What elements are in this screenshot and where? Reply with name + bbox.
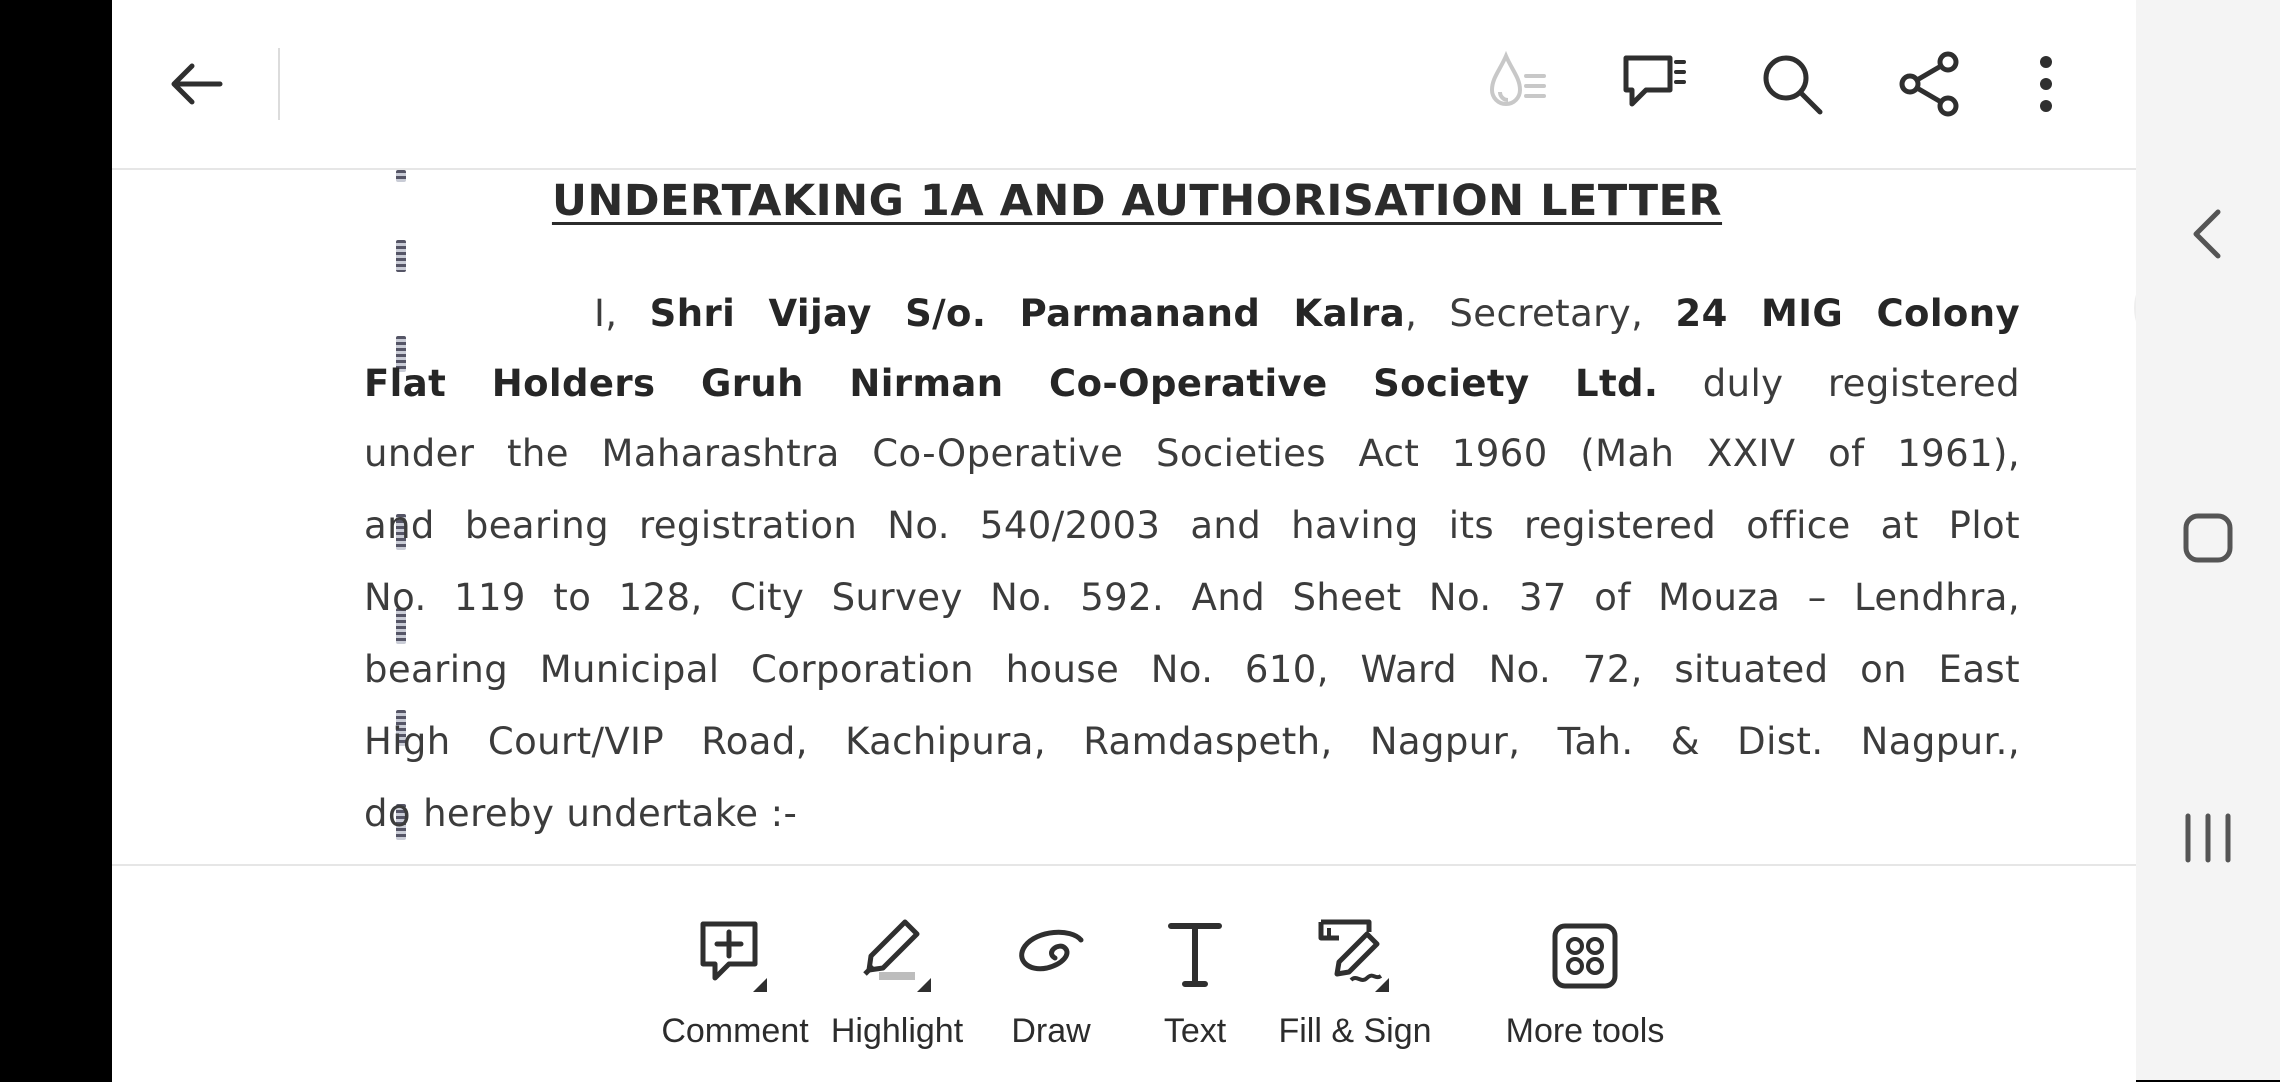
tool-label: Text — [1163, 1012, 1227, 1050]
text-run-bold: Shri Vijay S/o. Parmanand Kalra — [649, 292, 1406, 335]
paragraph-line — [364, 292, 2020, 335]
binding-staple-mark — [396, 240, 406, 272]
tool-fill-sign[interactable] — [1280, 916, 1430, 1056]
tool-label: Draw — [1011, 1012, 1091, 1050]
pdf-page-view[interactable] — [112, 170, 2136, 864]
binding-staple-mark — [396, 170, 406, 182]
paragraph-line — [364, 362, 2020, 405]
nav-back-icon[interactable] — [2184, 206, 2232, 262]
tool-highlight[interactable] — [822, 916, 972, 1056]
back-arrow-icon[interactable] — [156, 44, 236, 124]
tool-label: Fill & Sign — [1278, 1012, 1432, 1050]
share-icon[interactable] — [1890, 44, 1970, 124]
bottom-tools-bar — [112, 864, 2136, 1082]
comment-add-icon — [695, 916, 775, 996]
tool-label: More tools — [1505, 1012, 1665, 1050]
liquid-mode-icon[interactable] — [1478, 44, 1558, 124]
tool-comment[interactable] — [660, 916, 810, 1056]
draw-icon — [1011, 916, 1091, 996]
paragraph-line: High Court/VIP Road, Kachipura, Ramdaspeth, Nagpur, Tah. & Dist. Nagpur., — [364, 720, 2020, 763]
tool-label: Comment — [661, 1012, 809, 1050]
app-screen — [112, 0, 2136, 1080]
text-run-bold: 24 MIG Colony — [1675, 292, 2021, 335]
tool-label: Highlight — [830, 1012, 964, 1050]
top-app-bar — [112, 0, 2136, 170]
paragraph-line: No. 119 to 128, City Survey No. 592. And Sheet No. 37 of Mouza – Lendhra, — [364, 576, 2020, 619]
more-vertical-icon[interactable] — [2006, 44, 2086, 124]
comments-list-icon[interactable] — [1614, 44, 1694, 124]
text-run: I, — [594, 292, 650, 335]
paragraph-line: and bearing registration No. 540/2003 and having its registered office at Plot — [364, 504, 2020, 547]
text-run: duly registered — [1658, 362, 2020, 405]
tool-more-tools[interactable] — [1505, 916, 1665, 1056]
nav-recents-icon[interactable] — [2178, 812, 2238, 864]
text-run: , Secretary, — [1405, 292, 1676, 335]
paragraph-line: do hereby undertake :- — [364, 792, 798, 835]
grid-icon — [1545, 916, 1625, 996]
search-icon[interactable] — [1752, 44, 1832, 124]
tool-text[interactable] — [1120, 916, 1270, 1056]
highlighter-icon — [857, 916, 937, 996]
paragraph-line: under the Maharashtra Co-Operative Societies Act 1960 (Mah XXIV of 1961), — [364, 432, 2020, 475]
document-title: UNDERTAKING 1A AND AUTHORISATION LETTER — [551, 176, 1723, 226]
text-run-bold: Flat Holders Gruh Nirman Co-Operative Society Ltd. — [364, 362, 1659, 405]
fill-sign-icon — [1315, 916, 1395, 996]
paragraph-line: bearing Municipal Corporation house No. 610, Ward No. 72, situated on East — [364, 648, 2020, 691]
toolbar-divider — [278, 48, 280, 120]
text-icon — [1155, 916, 1235, 996]
nav-home-icon[interactable] — [2182, 512, 2234, 564]
system-navigation-bar — [2136, 0, 2280, 1080]
